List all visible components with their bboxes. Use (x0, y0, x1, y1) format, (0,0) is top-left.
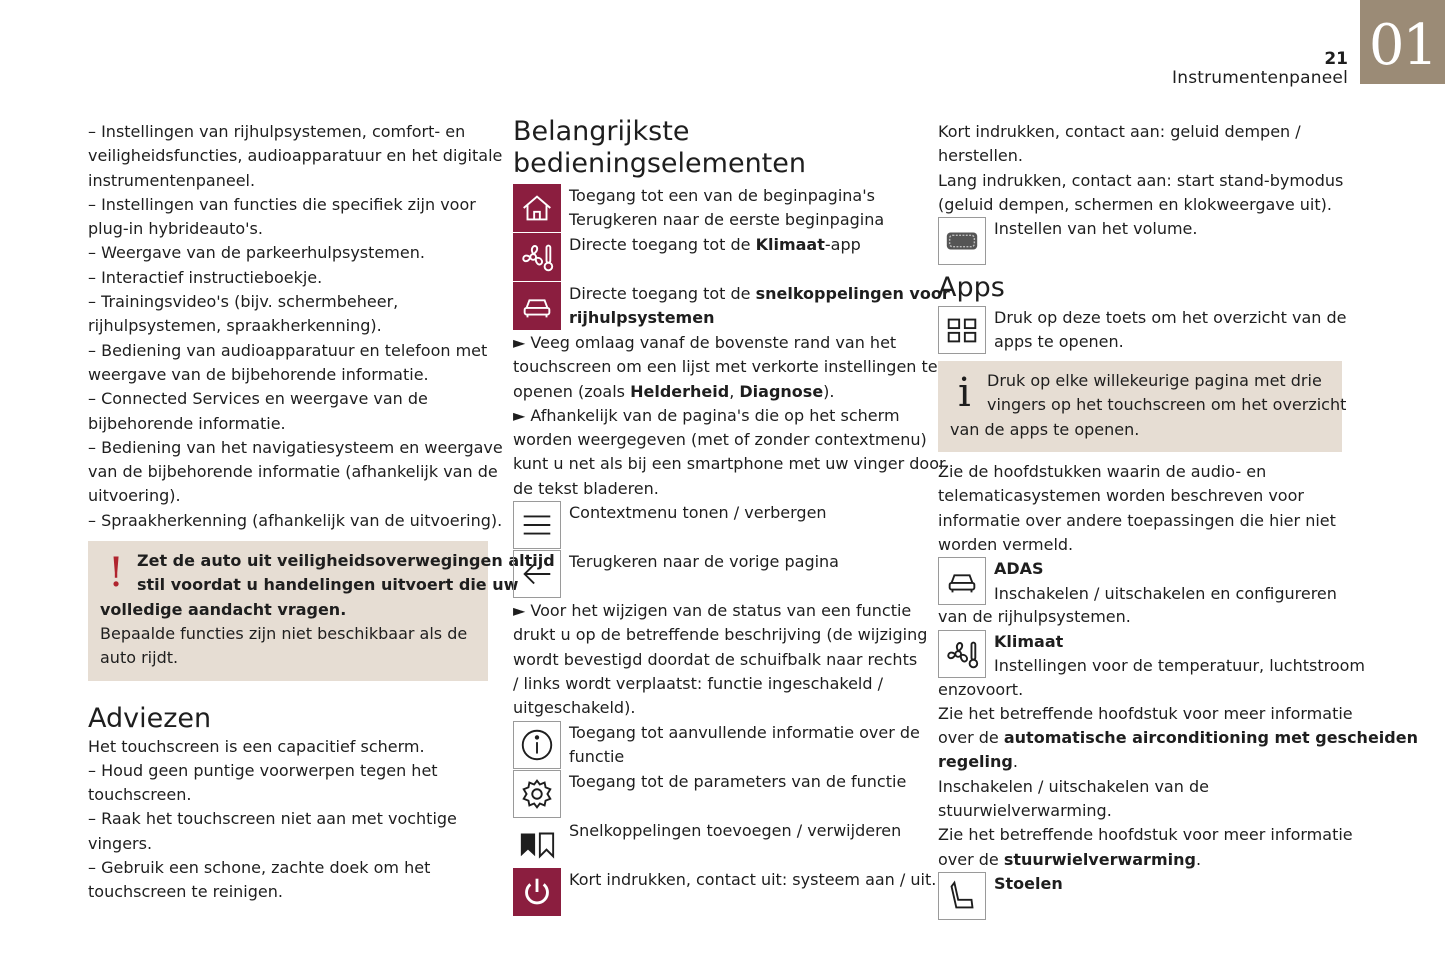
warning-box (88, 541, 555, 680)
menu-label: Contextmenu tonen / verbergen (569, 503, 827, 523)
adas-app-line: van de rijhulpsystemen. (938, 607, 1131, 627)
list-line: uitvoering). (88, 486, 181, 506)
advice-heading: Adviezen (88, 702, 212, 734)
warning-bold-line: stil voordat u handelingen uitvoert die uw (137, 575, 519, 595)
column-right (938, 120, 1418, 921)
controls-heading: Belangrijkste (513, 116, 690, 147)
climate-app-row (938, 630, 1365, 679)
mute-line: Lang indrukken, contact aan: start stand-bymodus (938, 170, 1344, 190)
adas-app-row (938, 557, 1338, 606)
bookmark-label: Snelkoppelingen toevoegen / verwijderen (569, 820, 902, 840)
list-line: – Spraakherkenning (afhankelijk van de uitvoering). (88, 510, 503, 530)
mute-line: herstellen. (938, 146, 1023, 166)
list-line: rijhulpsystemen, spraakherkenning). (88, 316, 382, 336)
back-arrow-icon (513, 550, 561, 598)
list-line: – Bediening van audioapparatuur en telefoon met (88, 340, 488, 360)
climate-more-line: over de automatische airconditioning met gescheiden (938, 728, 1418, 748)
climate-row (513, 233, 913, 282)
swipe-line: openen (zoals Helderheid, Diagnose). (513, 381, 835, 401)
warning-line: auto rijdt. (100, 648, 179, 668)
apps-line: apps te openen. (994, 332, 1124, 352)
status-line: ► Voor het wijzigen van de status van een functie (513, 601, 912, 621)
list-line: bijbehorende informatie. (88, 413, 286, 433)
climate-app-title: Klimaat (994, 631, 1064, 651)
power-icon (513, 868, 561, 916)
advice-line: – Houd geen puntige voorwerpen tegen het (88, 760, 438, 780)
list-line: – Interactief instructieboekje. (88, 267, 323, 287)
chapters-line: worden vermeld. (938, 534, 1074, 554)
advice-line: – Raak het touchscreen niet aan met vochtige (88, 809, 457, 829)
chapters-line: Zie de hoofdstukken waarin de audio- en (938, 462, 1267, 482)
home-row (513, 184, 913, 233)
mute-line: (geluid dempen, schermen en klokweergave uit). (938, 194, 1332, 214)
seats-row (938, 872, 1338, 921)
volume-row (938, 217, 1338, 266)
advice-list (88, 735, 484, 905)
fan-icon (938, 630, 986, 678)
car-icon (513, 282, 561, 330)
warning-line: Bepaalde functies zijn niet beschikbaar als de (100, 623, 468, 643)
home-line: Toegang tot een van de beginpagina's (569, 186, 875, 205)
section-title: Instrumentenpaneel (1172, 68, 1348, 88)
gear-label: Toegang tot de parameters van de functie (569, 771, 907, 791)
status-line: / links wordt verplaatst: functie ingeschakeld / (513, 673, 883, 693)
climate-more-line: Zie het betreffende hoofdstuk voor meer informatie (938, 703, 1353, 723)
info-icon (513, 721, 561, 769)
power-label: Kort indrukken, contact uit: systeem aan / uit. (569, 869, 937, 889)
wheel-line: Inschakelen / uitschakelen van de (938, 776, 1209, 796)
mute-line: Kort indrukken, contact aan: geluid dempen / (938, 122, 1301, 141)
page-line: worden weergegeven (met of zonder contextmenu) (513, 430, 927, 450)
advice-line: vingers. (88, 833, 153, 853)
warning-bold-line: volledige aandacht vragen. (100, 599, 347, 619)
climate-line: Directe toegang tot de Klimaat-app (569, 235, 861, 254)
swipe-text (513, 331, 946, 501)
warning-bold-line: Zet de auto uit veiligheidsoverwegingen altijd (137, 551, 555, 571)
back-label: Terugkeren naar de vorige pagina (569, 552, 839, 572)
exclamation-icon: ! (108, 550, 125, 597)
swipe-line: touchscreen om een lijst met verkorte instellingen te (513, 357, 938, 377)
column-middle (513, 116, 950, 917)
list-line: van de bijbehorende informatie (afhankelijk van de (88, 462, 498, 482)
adas-app-title: ADAS (994, 559, 1044, 579)
page-line: de tekst bladeren. (513, 478, 659, 498)
home-icon (513, 184, 561, 232)
advice-line: touchscreen te reinigen. (88, 882, 283, 902)
info-box (938, 361, 1347, 452)
list-line: plug-in hybrideauto's. (88, 219, 263, 239)
gear-row (513, 770, 913, 819)
list-line: – Weergave van de parkeerhulpsystemen. (88, 243, 425, 263)
wheel-more-line: over de stuurwielverwarming. (938, 849, 1202, 869)
bookmark-icon (513, 819, 561, 867)
apps-row (938, 306, 1347, 355)
column-left (88, 120, 555, 905)
list-line: – Bediening van het navigatiesysteem en weergave (88, 437, 503, 457)
apps-grid-icon (938, 306, 986, 354)
chapters-line: informatie over andere toepassingen die hier niet (938, 510, 1336, 530)
controls-heading: bedieningselementen (513, 148, 806, 179)
adas-line: Directe toegang tot de snelkoppelingen voor (569, 284, 950, 303)
car-icon (938, 557, 986, 605)
adas-line: rijhulpsystemen (569, 308, 715, 328)
page-number: 21 (1324, 49, 1348, 69)
list-line: – Connected Services en weergave van de (88, 389, 428, 409)
seats-title: Stoelen (994, 873, 1063, 893)
volume-label: Instellen van het volume. (994, 219, 1198, 239)
climate-app-line: Instellingen voor de temperatuur, luchtstroom (994, 655, 1365, 675)
status-line: uitgeschakeld). (513, 698, 636, 718)
advice-line: – Gebruik een schone, zachte doek om het (88, 858, 431, 878)
bookmark-row (513, 819, 913, 868)
info-box-line: van de apps te openen. (950, 419, 1140, 439)
info-box-line: Druk op elke willekeurige pagina met drie (987, 371, 1322, 391)
status-line: wordt bevestigd doordat de schuifbalk naar rechts (513, 649, 918, 669)
page-line: ► Afhankelijk van de pagina's die op het scherm (513, 405, 900, 425)
power-row (513, 868, 937, 917)
wheel-more-line: Zie het betreffende hoofdstuk voor meer informatie (938, 825, 1353, 845)
menu-row (513, 501, 913, 550)
page-line: kunt u net als bij een smartphone met uw vinger door (513, 454, 946, 474)
list-line: instrumentenpaneel. (88, 170, 256, 190)
list-line: veiligheidsfuncties, audioapparatuur en het digitale (88, 146, 503, 166)
hamburger-menu-icon (513, 501, 561, 549)
chapters-line: telematicasystemen worden beschreven voor (938, 486, 1304, 506)
seat-icon (938, 872, 986, 920)
list-line: – Trainingsvideo's (bijv. schermbeheer, (88, 292, 399, 312)
list-line: – Instellingen van functies die specifiek zijn voor (88, 194, 476, 214)
adas-row (513, 282, 950, 331)
list-line: – Instellingen van rijhulpsystemen, comfort- en (88, 122, 466, 141)
fan-icon (513, 233, 561, 281)
apps-line: Druk op deze toets om het overzicht van de (994, 308, 1347, 328)
climate-more-line: regeling. (938, 752, 1018, 772)
feature-list (88, 120, 503, 533)
info-box-line: vingers op het touchscreen om het overzicht (987, 395, 1347, 415)
status-text (513, 599, 928, 720)
climate-app-line: enzovoort. (938, 679, 1024, 699)
info-line: Toegang tot aanvullende informatie over de (569, 722, 920, 742)
info-i-icon: i (958, 370, 971, 417)
gear-icon (513, 770, 561, 818)
list-line: weergave van de bijbehorende informatie. (88, 364, 429, 384)
swipe-line: ► Veeg omlaag vanaf de bovenste rand van het (513, 333, 897, 352)
adas-app-line: Inschakelen / uitschakelen en configureren (994, 583, 1337, 603)
home-line: Terugkeren naar de eerste beginpagina (569, 210, 885, 230)
wheel-line: stuurwielverwarming. (938, 801, 1112, 821)
advice-line: Het touchscreen is een capacitief scherm. (88, 736, 425, 756)
chapter-tab: 01 (1360, 0, 1445, 84)
info-line: functie (569, 746, 625, 766)
back-row (513, 550, 913, 599)
status-line: drukt u op de betreffende beschrijving (de wijziging (513, 625, 928, 645)
volume-knob-icon (938, 217, 986, 265)
advice-line: touchscreen. (88, 785, 192, 805)
apps-heading: Apps (938, 272, 1005, 304)
info-row (513, 721, 920, 770)
